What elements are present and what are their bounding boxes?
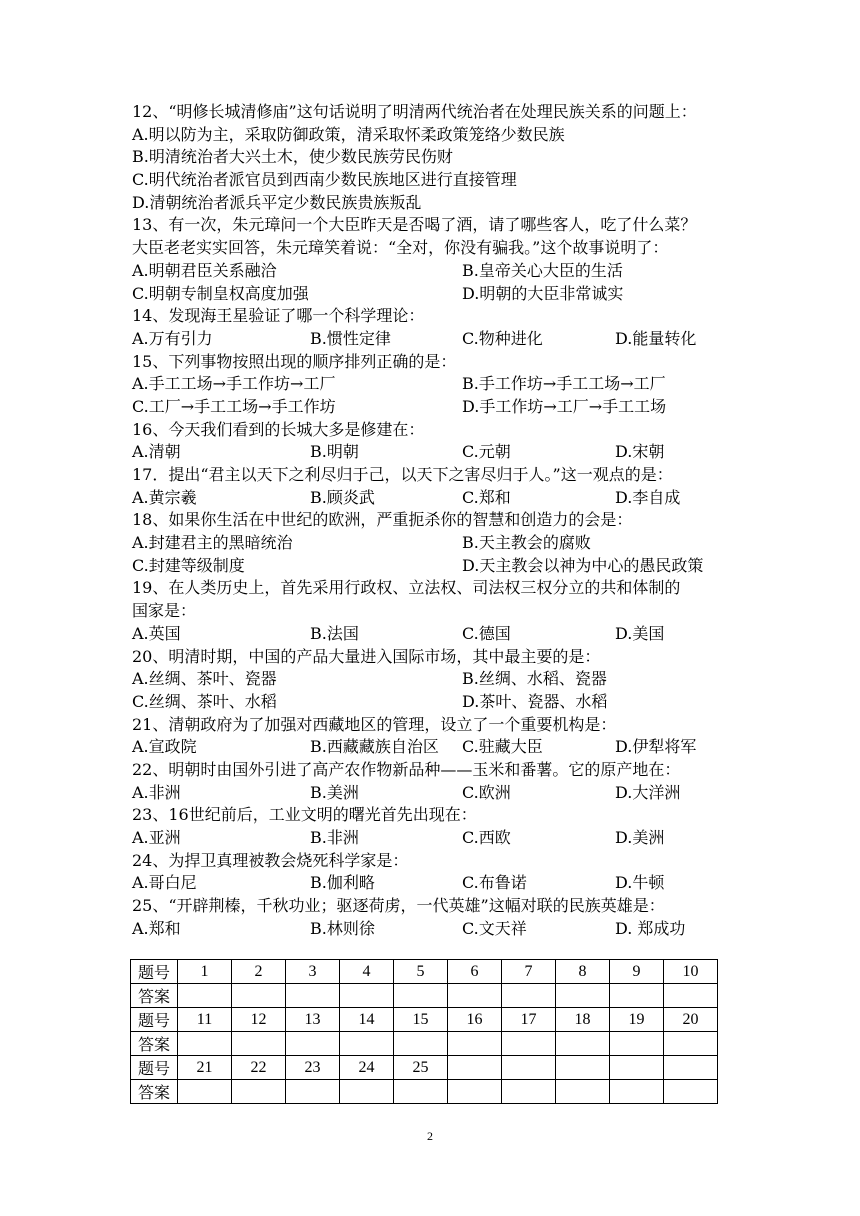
option-row xyxy=(132,827,732,850)
number-label: 题号 xyxy=(131,1008,178,1032)
answer-cell[interactable] xyxy=(286,1080,340,1104)
answer-cell[interactable] xyxy=(502,1032,556,1056)
number-row xyxy=(131,1056,718,1080)
option-d: D. 郑成功 xyxy=(615,918,686,938)
question-stem: 21、清朝政府为了加强对西藏地区的管理，设立了一个重要机构是： xyxy=(132,714,617,734)
option-row xyxy=(132,782,732,805)
question-number-cell: 18 xyxy=(556,1008,610,1032)
option-c: C.德国 xyxy=(462,623,511,643)
question-block xyxy=(132,850,732,895)
question-stem: 24、为捍卫真理被教会烧死科学家是： xyxy=(132,850,409,870)
option-b: B.手工作坊→手工工场→工厂 xyxy=(462,374,666,394)
question-number-cell xyxy=(448,1056,502,1080)
answer-cell[interactable] xyxy=(340,1080,394,1104)
question-number-cell: 12 xyxy=(232,1008,286,1032)
option-d: D.能量转化 xyxy=(615,328,697,348)
question-number-cell: 20 xyxy=(664,1008,718,1032)
option-b: B.惯性定律 xyxy=(310,328,391,348)
question-stem: 22、明朝时由国外引进了高产农作物新品种——玉米和番薯。它的原产地在： xyxy=(132,759,681,779)
option-c: C.文天祥 xyxy=(462,918,527,938)
answer-cell[interactable] xyxy=(448,1032,502,1056)
option-b: B.法国 xyxy=(310,623,359,643)
option-a: A.非洲 xyxy=(132,782,181,802)
option-a: A.宣政院 xyxy=(132,737,197,757)
answer-cell[interactable] xyxy=(556,1032,610,1056)
question-block xyxy=(132,646,732,714)
option-b: B.丝绸、水稻、瓷器 xyxy=(462,669,607,689)
option-row xyxy=(132,396,732,419)
question-number-cell: 4 xyxy=(340,960,394,984)
option-a: A.清朝 xyxy=(132,442,181,462)
question-number-cell: 3 xyxy=(286,960,340,984)
question-block xyxy=(132,577,732,645)
answer-cell[interactable] xyxy=(556,984,610,1008)
answer-cell[interactable] xyxy=(232,984,286,1008)
option-a: A.亚洲 xyxy=(132,828,181,847)
answer-cell[interactable] xyxy=(232,1032,286,1056)
question-number-cell: 23 xyxy=(286,1056,340,1080)
question-stem: 20、明清时期，中国的产品大量进入国际市场，其中最主要的是： xyxy=(132,646,601,666)
option-row xyxy=(132,260,732,283)
question-number-cell: 10 xyxy=(664,960,718,984)
answer-cell[interactable] xyxy=(448,984,502,1008)
option-a: A.郑和 xyxy=(132,918,181,938)
question-block xyxy=(132,101,732,214)
option-a: A.手工工场→手工作坊→工厂 xyxy=(132,374,336,394)
option-c: C.欧洲 xyxy=(462,782,511,802)
option-d: D.美洲 xyxy=(615,828,665,847)
option-c: C.明朝专制皇权高度加强 xyxy=(132,283,309,303)
question-number-cell: 1 xyxy=(178,960,232,984)
option-row xyxy=(132,736,732,759)
answer-row xyxy=(131,1080,718,1104)
option-row xyxy=(132,918,732,941)
option-a: A.封建君主的黑暗统治 xyxy=(132,533,293,553)
question-block xyxy=(132,464,732,509)
question-number-cell: 22 xyxy=(232,1056,286,1080)
option-a: A.黄宗羲 xyxy=(132,487,197,507)
question-number-cell: 25 xyxy=(394,1056,448,1080)
option-c: C.工厂→手工工场→手工作坊 xyxy=(132,396,336,416)
option-b: B.顾炎武 xyxy=(310,487,375,507)
option-b: B.西藏藏族自治区 xyxy=(310,737,439,757)
option-b: B.非洲 xyxy=(310,828,359,847)
answer-cell[interactable] xyxy=(556,1080,610,1104)
question-number-cell: 7 xyxy=(502,960,556,984)
question-number-cell: 24 xyxy=(340,1056,394,1080)
answer-cell[interactable] xyxy=(340,1032,394,1056)
option-row xyxy=(132,555,732,578)
question-block xyxy=(132,759,732,804)
question-list xyxy=(132,101,732,940)
question-number-cell: 19 xyxy=(610,1008,664,1032)
answer-cell[interactable] xyxy=(502,1080,556,1104)
question-stem: 25、“开辟荆榛，千秋功业；驱逐荷虏，一代英雄”这幅对联的民族英雄是： xyxy=(132,896,665,916)
question-number-cell xyxy=(502,1056,556,1080)
answer-cell[interactable] xyxy=(664,1032,718,1056)
question-number-cell xyxy=(664,1056,718,1080)
page-number: 2 xyxy=(427,1129,433,1143)
option-row xyxy=(132,283,732,306)
answer-cell[interactable] xyxy=(610,984,664,1008)
question-stem: 17．提出“君主以天下之利尽归于己，以天下之害尽归于人。”这一观点的是： xyxy=(132,465,673,484)
answer-cell[interactable] xyxy=(610,1080,664,1104)
option-b: B.美洲 xyxy=(310,782,359,802)
option-c: C.明代统治者派官员到西南少数民族地区进行直接管理 xyxy=(132,170,517,190)
question-stem: 19、在人类历史上，首先采用行政权、立法权、司法权三权分立的共和体制的 xyxy=(132,578,681,598)
option-a: A.明朝君臣关系融洽 xyxy=(132,260,277,280)
option-a: A.英国 xyxy=(132,623,181,643)
option-row xyxy=(132,487,732,510)
answer-cell[interactable] xyxy=(178,1032,232,1056)
answer-cell[interactable] xyxy=(664,1080,718,1104)
question-block xyxy=(132,804,732,849)
question-block xyxy=(132,305,732,350)
answer-label: 答案 xyxy=(131,1032,178,1056)
option-a: A.明以防为主，采取防御政策，清采取怀柔政策笼络少数民族 xyxy=(132,124,565,144)
option-row xyxy=(132,373,732,396)
option-a: A.万有引力 xyxy=(132,328,213,348)
option-d: D.宋朝 xyxy=(615,442,665,462)
answer-label: 答案 xyxy=(131,984,178,1008)
option-d: D.牛顿 xyxy=(615,873,665,893)
option-c: C.元朝 xyxy=(462,442,511,462)
question-stem: 23、16世纪前后，工业文明的曙光首先出现在： xyxy=(132,805,477,825)
question-number-cell: 13 xyxy=(286,1008,340,1032)
question-block xyxy=(132,509,732,577)
answer-cell[interactable] xyxy=(394,1032,448,1056)
number-label: 题号 xyxy=(131,1056,178,1080)
question-stem: 大臣老老实实回答，朱元璋笑着说：“全对，你没有骗我。”这个故事说明了： xyxy=(132,238,669,258)
question-number-cell: 16 xyxy=(448,1008,502,1032)
question-number-cell: 5 xyxy=(394,960,448,984)
option-c: C.驻藏大臣 xyxy=(462,737,543,757)
option-row xyxy=(132,668,732,691)
question-stem: 16、今天我们看到的长城大多是修建在： xyxy=(132,419,425,439)
option-b: B.明清统治者大兴土木，使少数民族劳民伤财 xyxy=(132,147,453,167)
answer-cell[interactable] xyxy=(286,1032,340,1056)
question-number-cell: 17 xyxy=(502,1008,556,1032)
option-d: D.伊犁将军 xyxy=(615,737,697,757)
option-a: A.哥白尼 xyxy=(132,873,197,893)
number-label: 题号 xyxy=(131,960,178,984)
option-c: C.封建等级制度 xyxy=(132,555,245,575)
question-number-cell: 21 xyxy=(178,1056,232,1080)
option-a: A.丝绸、茶叶、瓷器 xyxy=(132,669,277,689)
option-c: C.布鲁诺 xyxy=(462,873,527,893)
question-block xyxy=(132,419,732,464)
number-row xyxy=(131,1008,718,1032)
option-c: C.物种进化 xyxy=(462,328,543,348)
answer-row xyxy=(131,1032,718,1056)
option-b: B.天主教会的腐败 xyxy=(462,533,591,553)
answer-cell[interactable] xyxy=(286,984,340,1008)
question-number-cell: 2 xyxy=(232,960,286,984)
option-row xyxy=(132,328,732,351)
answer-cell[interactable] xyxy=(232,1080,286,1104)
question-stem: 12、“明修长城清修庙”这句话说明了明清两代统治者在处理民族关系的问题上： xyxy=(132,102,697,121)
option-c: C.西欧 xyxy=(462,828,511,847)
option-d: D.清朝统治者派兵平定少数民族贵族叛乱 xyxy=(132,192,422,212)
question-number-cell: 11 xyxy=(178,1008,232,1032)
question-number-cell: 6 xyxy=(448,960,502,984)
option-b: B.明朝 xyxy=(310,442,359,462)
option-b: B.伽利略 xyxy=(310,873,375,893)
answer-cell[interactable] xyxy=(448,1080,502,1104)
option-d: D.天主教会以神为中心的愚民政策 xyxy=(462,555,704,575)
question-number-cell: 9 xyxy=(610,960,664,984)
answer-cell[interactable] xyxy=(178,984,232,1008)
question-stem: 18、如果你生活在中世纪的欧洲，严重扼杀你的智慧和创造力的会是： xyxy=(132,510,633,530)
option-c: C.丝绸、茶叶、水稻 xyxy=(132,691,277,711)
option-d: D.手工作坊→工厂→手工工场 xyxy=(462,396,667,416)
answer-cell[interactable] xyxy=(178,1080,232,1104)
question-block xyxy=(132,714,732,759)
answer-row xyxy=(131,984,718,1008)
option-row xyxy=(132,623,732,646)
option-c: C.郑和 xyxy=(462,487,511,507)
question-stem: 国家是： xyxy=(132,601,197,621)
option-d: D.明朝的大臣非常诚实 xyxy=(462,283,624,303)
question-block xyxy=(132,351,732,419)
answer-cell[interactable] xyxy=(340,984,394,1008)
question-number-cell: 14 xyxy=(340,1008,394,1032)
answer-grid xyxy=(130,959,718,1104)
question-stem: 14、发现海王星验证了哪一个科学理论： xyxy=(132,306,425,326)
option-b: B.皇帝关心大臣的生活 xyxy=(462,260,623,280)
question-stem: 13、有一次，朱元璋问一个大臣昨天是否喝了酒，请了哪些客人，吃了什么菜？ xyxy=(132,215,697,235)
question-block xyxy=(132,214,732,305)
option-d: D.李自成 xyxy=(615,487,681,507)
option-d: D.美国 xyxy=(615,623,665,643)
answer-label: 答案 xyxy=(131,1080,178,1104)
answer-cell[interactable] xyxy=(394,984,448,1008)
option-row xyxy=(132,872,732,895)
question-number-cell xyxy=(556,1056,610,1080)
option-row xyxy=(132,441,732,464)
question-number-cell: 8 xyxy=(556,960,610,984)
number-row xyxy=(131,960,718,984)
answer-cell[interactable] xyxy=(664,984,718,1008)
question-number-cell: 15 xyxy=(394,1008,448,1032)
option-d: D.茶叶、瓷器、水稻 xyxy=(462,691,608,711)
answer-cell[interactable] xyxy=(610,1032,664,1056)
option-row xyxy=(132,532,732,555)
question-number-cell xyxy=(610,1056,664,1080)
answer-cell[interactable] xyxy=(394,1080,448,1104)
option-row xyxy=(132,691,732,714)
question-stem: 15、下列事物按照出现的顺序排列正确的是： xyxy=(132,351,457,371)
answer-cell[interactable] xyxy=(502,984,556,1008)
option-b: B.林则徐 xyxy=(310,918,375,938)
question-block xyxy=(132,895,732,940)
option-d: D.大洋洲 xyxy=(615,782,681,802)
